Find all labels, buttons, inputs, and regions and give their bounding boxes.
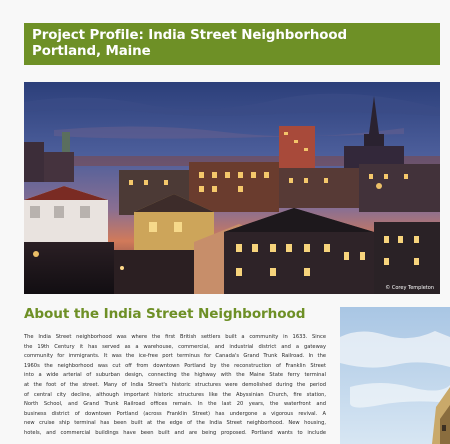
body-line: of central city decline, although important historic structures like the Abyssinian Church, fire station,	[24, 391, 326, 398]
body-line: at the foot of the street. Many of India Street's historic structures were demolished during the period	[24, 381, 326, 388]
body-line: community for immigrants. It was the ice-free port terminus for Canada's Grand Trunk Railroad. In the	[24, 353, 326, 360]
title-banner	[24, 23, 440, 65]
body-line: The India Street neighborhood was where the first British settlers built a community in 1633. Since	[24, 334, 326, 340]
page-subtitle-location: Portland, Maine	[32, 44, 151, 59]
side-photo-illustration	[340, 307, 450, 444]
body-line: hotels, and commercial buildings have been built and are being proposed. Portland wants to include	[24, 429, 326, 436]
hero-photo-illustration	[24, 82, 440, 294]
body-line: the 19th Century it has served as a warehouse, commercial, and industrial district and a gateway	[24, 343, 326, 350]
hero-photo-dusk-cityscape	[24, 82, 440, 294]
photo-credit: © Corey Templeton	[385, 285, 434, 291]
body-line: new cruise ship terminal has been built at the edge of the India Street neighborhood. New housing,	[24, 420, 326, 427]
section-heading: About the India Street Neighborhood	[24, 306, 306, 322]
body-line: 1960s the neighborhood was cut off from downtown Portland by the reconstruction of Franklin Street	[24, 362, 326, 369]
side-photo-steeple-sky	[340, 307, 450, 444]
body-line: business district of downtown Portland (across Franklin Street) has undergone a vigorous revival. A	[24, 410, 326, 417]
body-line: into a wide arterial of suburban design, connecting the highway with the Maine State ferry terminal	[24, 372, 326, 379]
body-paragraph	[24, 333, 326, 444]
body-line: North School, and Grand Trunk Railroad offices remain. In the last 20 years, the waterfront and	[24, 401, 326, 408]
page-title: Project Profile: India Street Neighborhood	[32, 28, 347, 43]
